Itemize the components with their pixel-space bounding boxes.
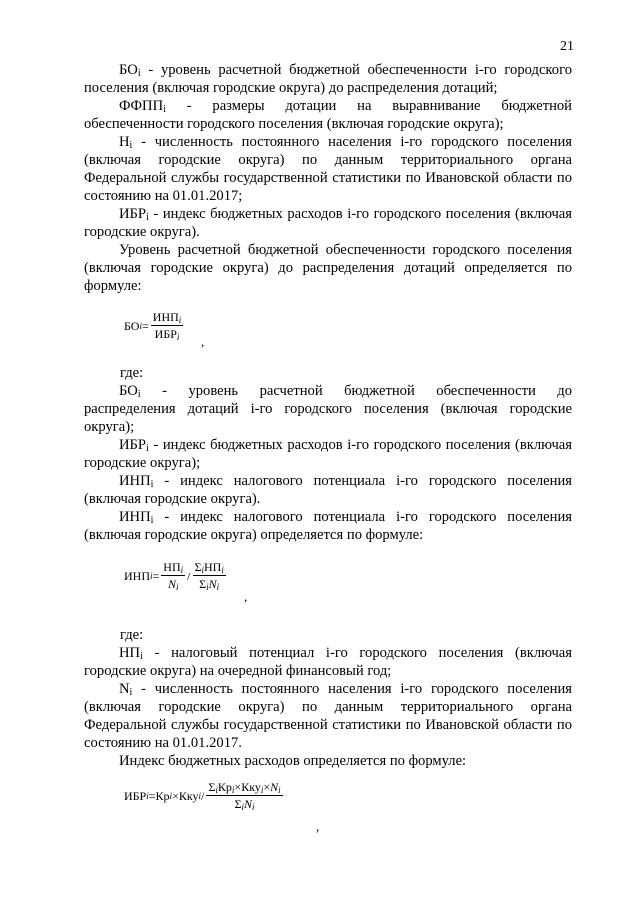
- def-ffpp: $ФФПП_i$ - размеры дотации на выравнивание бюджетной обеспеченности городского поселения (включая городские округа);: [84, 98, 572, 132]
- fraction-sum-np-sum-n: $\frac{\text{ΣiНПi}}{\text{ΣiNi}}$: [194, 560, 224, 592]
- def-np: $НП_i$ - налоговый потенциал i-го городского поселения (включая городские округа) на очередной финансовый год;: [84, 645, 572, 679]
- def-n: $Н_i$ - численность постоянного населения i-го городского поселения (включая городские округа) по данным территориального органа Федеральной службы государственной статистики по Ивановской области по состоянию на 01.01.2017;: [84, 134, 572, 204]
- definitions-bottom: [84, 644, 572, 770]
- def-inp-1: $ИНП_i$ - индекс налогового потенциала i-го городского поселения (включая городские округа).: [84, 473, 572, 507]
- fraction-ibr: $\frac{\text{ΣiКрi×Ккуi×Ni}}{\text{ΣiNi}}$: [208, 780, 281, 812]
- def-ibr: $ИБР_i$ - индекс бюджетных расходов i-го городского поселения (включая городские округа).: [84, 206, 572, 240]
- def-inp-2: $ИНП_i$ - индекс налогового потенциала i-го городского поселения (включая городские округа) определяется по формуле:: [84, 509, 572, 543]
- formula3-comma: ,: [316, 819, 320, 834]
- formula1-comma: ,: [201, 334, 205, 349]
- fraction-np-n: $\frac{\text{НПi}}{Ni}$: [163, 560, 184, 592]
- formula-ibr: ИБР i = Кр i × Кку i / $\frac{\text{ΣiКрi×Ккуi×Ni}}{\text{ΣiNi}}$: [124, 780, 281, 812]
- page-number: 21: [560, 39, 574, 54]
- def-bo: $БО_i$ - уровень расчетной бюджетной обеспеченности i-го городского поселения (включая городские округа) до распределения дотаций;: [84, 62, 572, 96]
- formula-bo: БО i = $\frac{\text{ИНПi}}{\text{ИБРi}}$: [124, 310, 182, 342]
- def-ni: $N_i$ - численность постоянного населения i-го городского поселения (включая городские округа) по данным территориального органа Федеральной службы государственной статистики по Ивановской области по состоянию на 01.01.2017.: [84, 681, 572, 751]
- fraction-inp-ibr: $\frac{\text{ИНПi}}{\text{ИБРi}}$: [152, 310, 182, 342]
- formula2-comma: ,: [244, 589, 248, 604]
- def-bo-line2: распределения дотаций i-го городского поселения (включая городские округа);: [84, 401, 572, 435]
- definitions-top: [84, 61, 572, 295]
- formula-inp: ИНП i = $\frac{\text{НПi}}{Ni}$ / $\frac{\text{ΣiНПi}}{\text{ΣiNi}}$: [124, 560, 224, 592]
- definitions-mid: [84, 382, 572, 544]
- intro-formula-3: Индекс бюджетных расходов определяется по формуле:: [119, 753, 467, 769]
- def-ibr-mid: $ИБР_i$ - индекс бюджетных расходов i-го городского поселения (включая городские округа);: [84, 437, 572, 471]
- intro-formula-1: Уровень расчетной бюджетной обеспеченности городского поселения (включая городские округа) до распределения дотаций определяется по формуле:: [84, 242, 572, 294]
- where-label-2: где:: [120, 627, 144, 643]
- def-bo-line1: $БО_i$ - уровень расчетной бюджетной обеспеченности до: [119, 383, 572, 400]
- where-label-1: где:: [120, 365, 144, 381]
